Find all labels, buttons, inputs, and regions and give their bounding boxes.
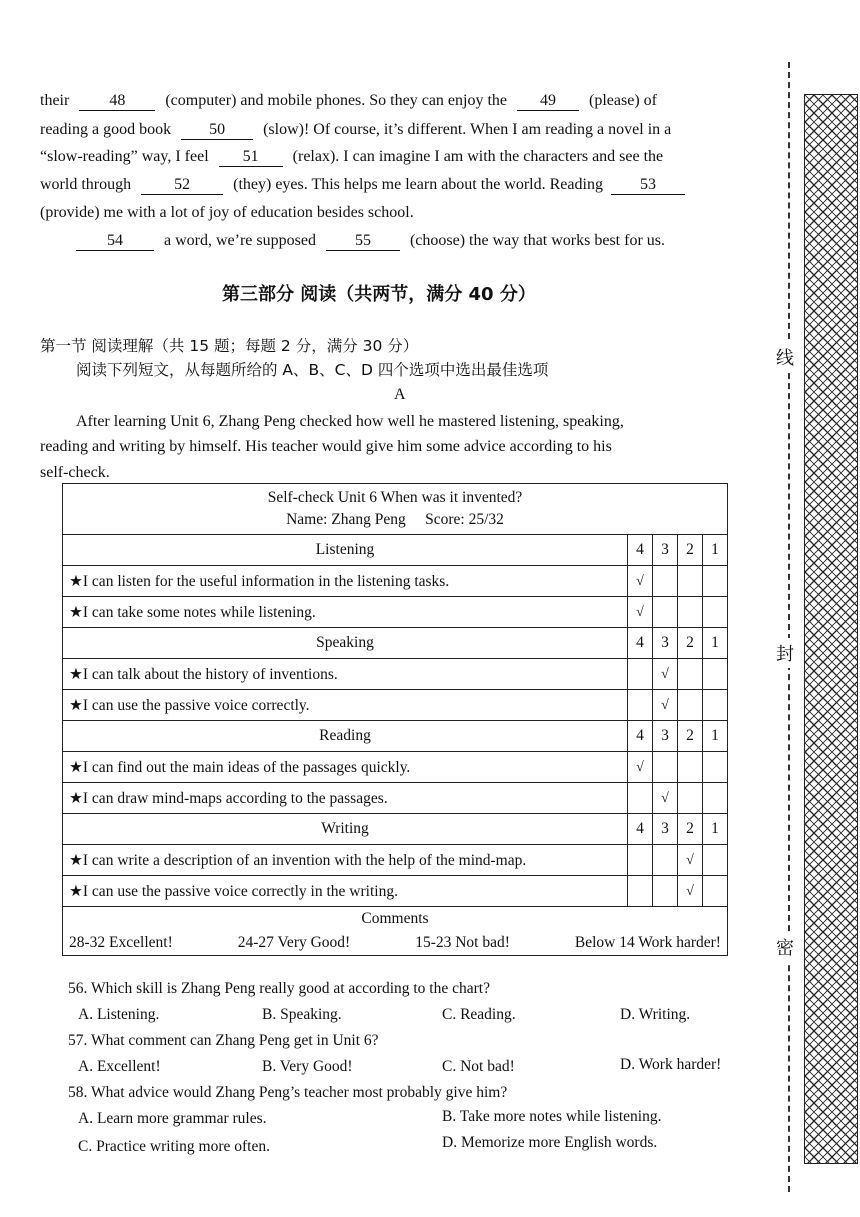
score-cell [628, 690, 653, 721]
question-58: 58. What advice would Zhang Peng’s teacher most probably give him? [68, 1084, 508, 1101]
score-label: 3 [653, 535, 678, 566]
text: a word, we’re supposed [164, 232, 316, 249]
score-cell [703, 845, 728, 876]
option-56-b: B. Speaking. [262, 1006, 342, 1023]
rail-char-2: 封 [776, 638, 794, 668]
score-label: 1 [703, 721, 728, 752]
passage-line-2 [40, 121, 671, 140]
score-cell [653, 876, 678, 907]
score-cell [653, 597, 678, 628]
option-57-d: D. Work harder! [620, 1056, 722, 1073]
option-57-a: A. Excellent! [78, 1058, 161, 1075]
item-text: ★I can find out the main ideas of the passages quickly. [63, 752, 628, 783]
item-row [63, 876, 728, 907]
blank-48: 48 [79, 92, 155, 111]
text: their [40, 92, 70, 109]
blank-50: 50 [181, 121, 253, 140]
item-row [63, 597, 728, 628]
comments-list [69, 934, 721, 952]
subsection-title: 第一节 阅读理解（共 15 题；每题 2 分，满分 30 分） [40, 337, 419, 355]
score-label: 4 [628, 628, 653, 659]
comment-item: 24-27 Very Good! [237, 934, 351, 951]
text: (relax). I can imagine I am with the characters and see the [292, 148, 664, 165]
score-cell [653, 659, 678, 690]
item-row [63, 845, 728, 876]
score-cell [628, 752, 653, 783]
item-text: ★I can use the passive voice correctly. [63, 690, 628, 721]
question-56: 56. Which skill is Zhang Peng really good at according to the chart? [68, 980, 490, 997]
text: (provide) me with a lot of joy of education besides school. [40, 204, 414, 221]
option-58-d: D. Memorize more English words. [442, 1134, 658, 1151]
option-56-c: C. Reading. [442, 1006, 516, 1023]
score-cell [703, 876, 728, 907]
self-check-table [62, 483, 728, 956]
comments-row [63, 931, 728, 956]
comments-title: Comments [63, 907, 728, 932]
score-label: 2 [678, 628, 703, 659]
option-58-b: B. Take more notes while listening. [442, 1108, 662, 1125]
item-row [63, 690, 728, 721]
check-mark: √ [686, 853, 694, 868]
text: (please) of [589, 92, 657, 109]
score-cell [653, 845, 678, 876]
score-cell [653, 566, 678, 597]
blank-54: 54 [76, 232, 154, 251]
check-mark: √ [636, 760, 644, 775]
table-title: Self-check Unit 6 When was it invented? [267, 489, 523, 506]
score-cell [628, 566, 653, 597]
blank-51: 51 [219, 148, 283, 167]
score-cell [703, 566, 728, 597]
lattice-pattern [805, 95, 858, 1164]
item-text: ★I can use the passive voice correctly in the writing. [63, 876, 628, 907]
score-cell [628, 659, 653, 690]
option-56-a: A. Listening. [78, 1006, 160, 1023]
intro-line-3: self-check. [40, 464, 110, 481]
score-cell [703, 597, 728, 628]
score-cell [628, 845, 653, 876]
check-mark: √ [686, 884, 694, 899]
text: “slow-reading” way, I feel [40, 148, 209, 165]
option-57-b: B. Very Good! [262, 1058, 353, 1075]
blank-52: 52 [141, 176, 223, 195]
score-label: 1 [703, 628, 728, 659]
score-cell [703, 783, 728, 814]
score-cell [628, 597, 653, 628]
score-cell [703, 690, 728, 721]
blank-53: 53 [611, 176, 685, 195]
intro-line-2: reading and writing by himself. His teacher would give him some advice according to his [40, 438, 612, 455]
section-name: Listening [63, 535, 628, 566]
item-text: ★I can talk about the history of inventions. [63, 659, 628, 690]
score-label: 1 [703, 814, 728, 845]
score-cell [653, 690, 678, 721]
item-row [63, 566, 728, 597]
item-text: ★I can listen for the useful information in the listening tasks. [63, 566, 628, 597]
instruction: 阅读下列短文，从每题所给的 A、B、C、D 四个选项中选出最佳选项 [76, 361, 549, 379]
score-label: 1 [703, 535, 728, 566]
score-cell [678, 876, 703, 907]
score-label: 3 [653, 721, 678, 752]
score-cell [678, 566, 703, 597]
comments-header-row [63, 907, 728, 932]
check-mark: √ [661, 791, 669, 806]
score-label: 3 [653, 628, 678, 659]
option-58-a: A. Learn more grammar rules. [78, 1110, 267, 1127]
comment-item: 28-32 Excellent! [69, 934, 173, 951]
section-title: 第三部分 阅读（共两节，满分 40 分） [222, 284, 536, 305]
section-name: Writing [63, 814, 628, 845]
score-cell [653, 752, 678, 783]
table-title-cell [63, 484, 728, 535]
option-56-d: D. Writing. [620, 1006, 691, 1023]
section-header-row [63, 814, 728, 845]
item-text: ★I can draw mind-maps according to the passages. [63, 783, 628, 814]
score-cell [678, 752, 703, 783]
score-label: 2 [678, 721, 703, 752]
check-mark: √ [636, 574, 644, 589]
text: world through [40, 176, 132, 193]
section-header-row [63, 721, 728, 752]
passage-letter: A [394, 386, 406, 403]
item-row [63, 659, 728, 690]
comments-cell [63, 931, 728, 956]
score-label: 2 [678, 535, 703, 566]
score-cell [678, 659, 703, 690]
text: (slow)! Of course, it’s different. When I am reading a novel in a [263, 121, 672, 138]
intro-line-1: After learning Unit 6, Zhang Peng checked how well he mastered listening, speaking, [76, 413, 624, 430]
binding-dashed-line [788, 62, 790, 1192]
score-cell [703, 659, 728, 690]
score-cell [678, 597, 703, 628]
item-row [63, 752, 728, 783]
item-text: ★I can write a description of an invention with the help of the mind-map. [63, 845, 628, 876]
comment-item: Below 14 Work harder! [574, 934, 721, 951]
passage-line-6 [76, 232, 665, 251]
score-label: 4 [628, 721, 653, 752]
passage-line-3 [40, 148, 663, 167]
passage-line-1 [40, 92, 657, 111]
section-name: Reading [63, 721, 628, 752]
score-cell [628, 783, 653, 814]
item-row [63, 783, 728, 814]
passage-line-4 [40, 176, 689, 195]
check-mark: √ [661, 667, 669, 682]
item-text: ★I can take some notes while listening. [63, 597, 628, 628]
table-title-row [63, 484, 728, 535]
blank-49: 49 [517, 92, 579, 111]
text: (choose) the way that works best for us. [409, 232, 665, 249]
section-name: Speaking [63, 628, 628, 659]
check-mark: √ [661, 698, 669, 713]
score-cell [703, 752, 728, 783]
passage-line-5 [40, 204, 414, 222]
score-label: 2 [678, 814, 703, 845]
section-header-row [63, 535, 728, 566]
question-57: 57. What comment can Zhang Peng get in Unit 6? [68, 1032, 379, 1049]
check-mark: √ [636, 605, 644, 620]
score-cell [628, 876, 653, 907]
option-57-c: C. Not bad! [442, 1058, 515, 1075]
binding-pattern-strip [804, 94, 858, 1164]
blank-55: 55 [326, 232, 400, 251]
score-cell [678, 690, 703, 721]
section-header-row [63, 628, 728, 659]
score-label: 4 [628, 814, 653, 845]
rail-char-3: 密 [776, 932, 794, 962]
self-check-body [63, 484, 728, 956]
comment-item: 15-23 Not bad! [415, 934, 510, 951]
rail-char-1: 线 [776, 342, 794, 372]
score-cell [678, 845, 703, 876]
option-58-c: C. Practice writing more often. [78, 1138, 270, 1155]
text: (they) eyes. This helps me learn about the world. Reading [233, 176, 603, 193]
text: (computer) and mobile phones. So they can enjoy the [165, 92, 508, 109]
name-score-line: Name: Zhang Peng Score: 25/32 [286, 511, 504, 528]
score-cell [653, 783, 678, 814]
score-label: 4 [628, 535, 653, 566]
text: reading a good book [40, 121, 172, 138]
score-label: 3 [653, 814, 678, 845]
score-cell [678, 783, 703, 814]
